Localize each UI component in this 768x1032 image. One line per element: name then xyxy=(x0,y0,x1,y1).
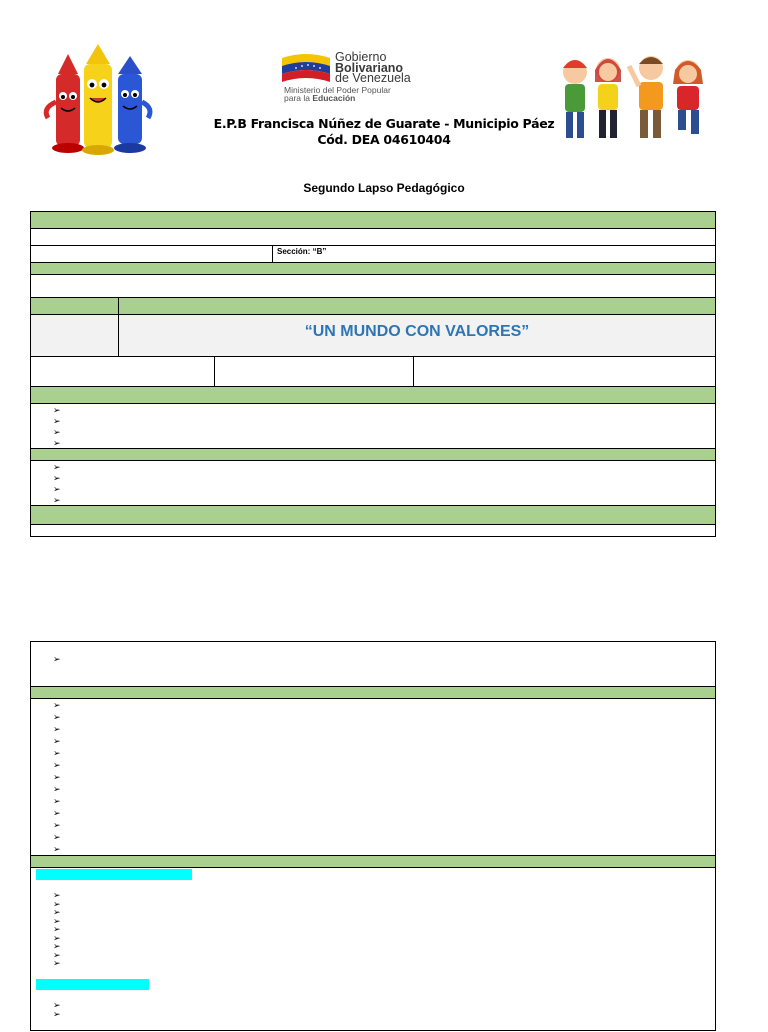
bullet-item: ➢ xyxy=(53,784,61,794)
school-name: E.P.B Francisca Núñez de Guarate - Municipio Páez xyxy=(213,116,555,131)
bullet-item: ➢ xyxy=(53,796,61,806)
bullet-list-6 xyxy=(53,999,61,1019)
bullet-item: ➢ xyxy=(53,844,61,854)
green-band-3 xyxy=(31,298,715,315)
bullet-item: ➢ xyxy=(53,760,61,770)
bullet-item: ➢ xyxy=(53,712,61,722)
green-band-1 xyxy=(31,212,715,229)
gov-line-2: Bolivariano xyxy=(335,60,404,75)
three-cell-row xyxy=(31,357,715,387)
bullet-item: ➢ xyxy=(53,949,61,960)
bullet-section-1 xyxy=(31,404,715,449)
planning-table-1 xyxy=(30,211,716,537)
bullet-list-5 xyxy=(53,889,61,966)
ministry-name xyxy=(284,86,391,102)
green-band-2 xyxy=(31,263,715,275)
bullet-item: ➢ xyxy=(53,808,61,818)
crayons-logo xyxy=(38,44,156,156)
bullet-item: ➢ xyxy=(53,832,61,842)
bullet-item: ➢ xyxy=(53,495,61,505)
gov-line-1: Gobierno xyxy=(335,50,387,64)
project-title: “UN MUNDO CON VALORES” xyxy=(304,323,530,340)
bullet-item: ➢ xyxy=(53,915,61,926)
green-band-8 xyxy=(31,856,715,868)
bullet-list-2 xyxy=(53,461,61,505)
ministry-line-2-bold: Educación xyxy=(312,93,356,103)
bullet-item: ➢ xyxy=(53,890,61,900)
bullet-item: ➢ xyxy=(53,748,61,758)
seccion-label: Sección: “B” xyxy=(277,247,327,256)
bullet-item: ➢ xyxy=(53,736,61,746)
gov-line-3: de Venezuela xyxy=(335,71,411,85)
page-subtitle: Segundo Lapso Pedagógico xyxy=(303,181,465,195)
bullet-item: ➢ xyxy=(53,484,61,494)
ministry-line-2-prefix: para la xyxy=(284,93,313,103)
seccion-row xyxy=(31,246,715,263)
bullet-item: ➢ xyxy=(53,405,61,415)
bullet-item: ➢ xyxy=(53,473,61,483)
green-band-6 xyxy=(31,506,715,525)
highlight-bar-2 xyxy=(36,979,149,990)
bullet-item: ➢ xyxy=(53,820,61,830)
bullet-item: ➢ xyxy=(53,958,61,968)
bullet-list-1 xyxy=(53,404,61,448)
bullet-section-4 xyxy=(31,699,715,856)
planning-table-2 xyxy=(30,641,716,1031)
green-band-4 xyxy=(31,387,715,404)
bullet-item: ➢ xyxy=(53,416,61,426)
government-logo xyxy=(232,46,510,108)
green-band-5 xyxy=(31,449,715,461)
bullet-item: ➢ xyxy=(53,941,61,951)
bullet-item: ➢ xyxy=(53,700,61,710)
bullet-item: ➢ xyxy=(53,427,61,437)
school-header xyxy=(200,116,568,148)
bullet-item: ➢ xyxy=(53,438,61,448)
bullet-item: ➢ xyxy=(53,724,61,734)
ministry-line-1: Ministerio del Poder Popular xyxy=(284,85,391,95)
bullet-item: ➢ xyxy=(53,932,61,943)
kids-illustration xyxy=(553,48,713,148)
venezuela-flag-icon xyxy=(282,54,330,84)
school-code: Cód. DEA 04610404 xyxy=(317,132,451,147)
bullet-section-3 xyxy=(31,642,715,687)
government-name xyxy=(335,52,411,84)
highlight-bar-1 xyxy=(36,869,192,880)
bullet-item: ➢ xyxy=(53,924,61,934)
blank-row-1 xyxy=(31,229,715,246)
blank-row-2 xyxy=(31,275,715,298)
project-title-row xyxy=(31,315,715,357)
bullet-item: ➢ xyxy=(53,1008,61,1019)
blank-row-3 xyxy=(31,525,715,537)
bullet-section-5 xyxy=(31,868,715,1032)
bullet-item: ➢ xyxy=(53,1000,61,1010)
green-band-7 xyxy=(31,687,715,699)
bullet-item: ➢ xyxy=(53,654,61,664)
bullet-item: ➢ xyxy=(53,462,61,472)
bullet-item: ➢ xyxy=(53,772,61,782)
ministry-line-2 xyxy=(284,94,391,102)
bullet-list-4 xyxy=(53,699,61,855)
bullet-list-3 xyxy=(53,653,61,665)
bullet-item: ➢ xyxy=(53,898,61,909)
bullet-section-2 xyxy=(31,461,715,506)
bullet-item: ➢ xyxy=(53,907,61,917)
